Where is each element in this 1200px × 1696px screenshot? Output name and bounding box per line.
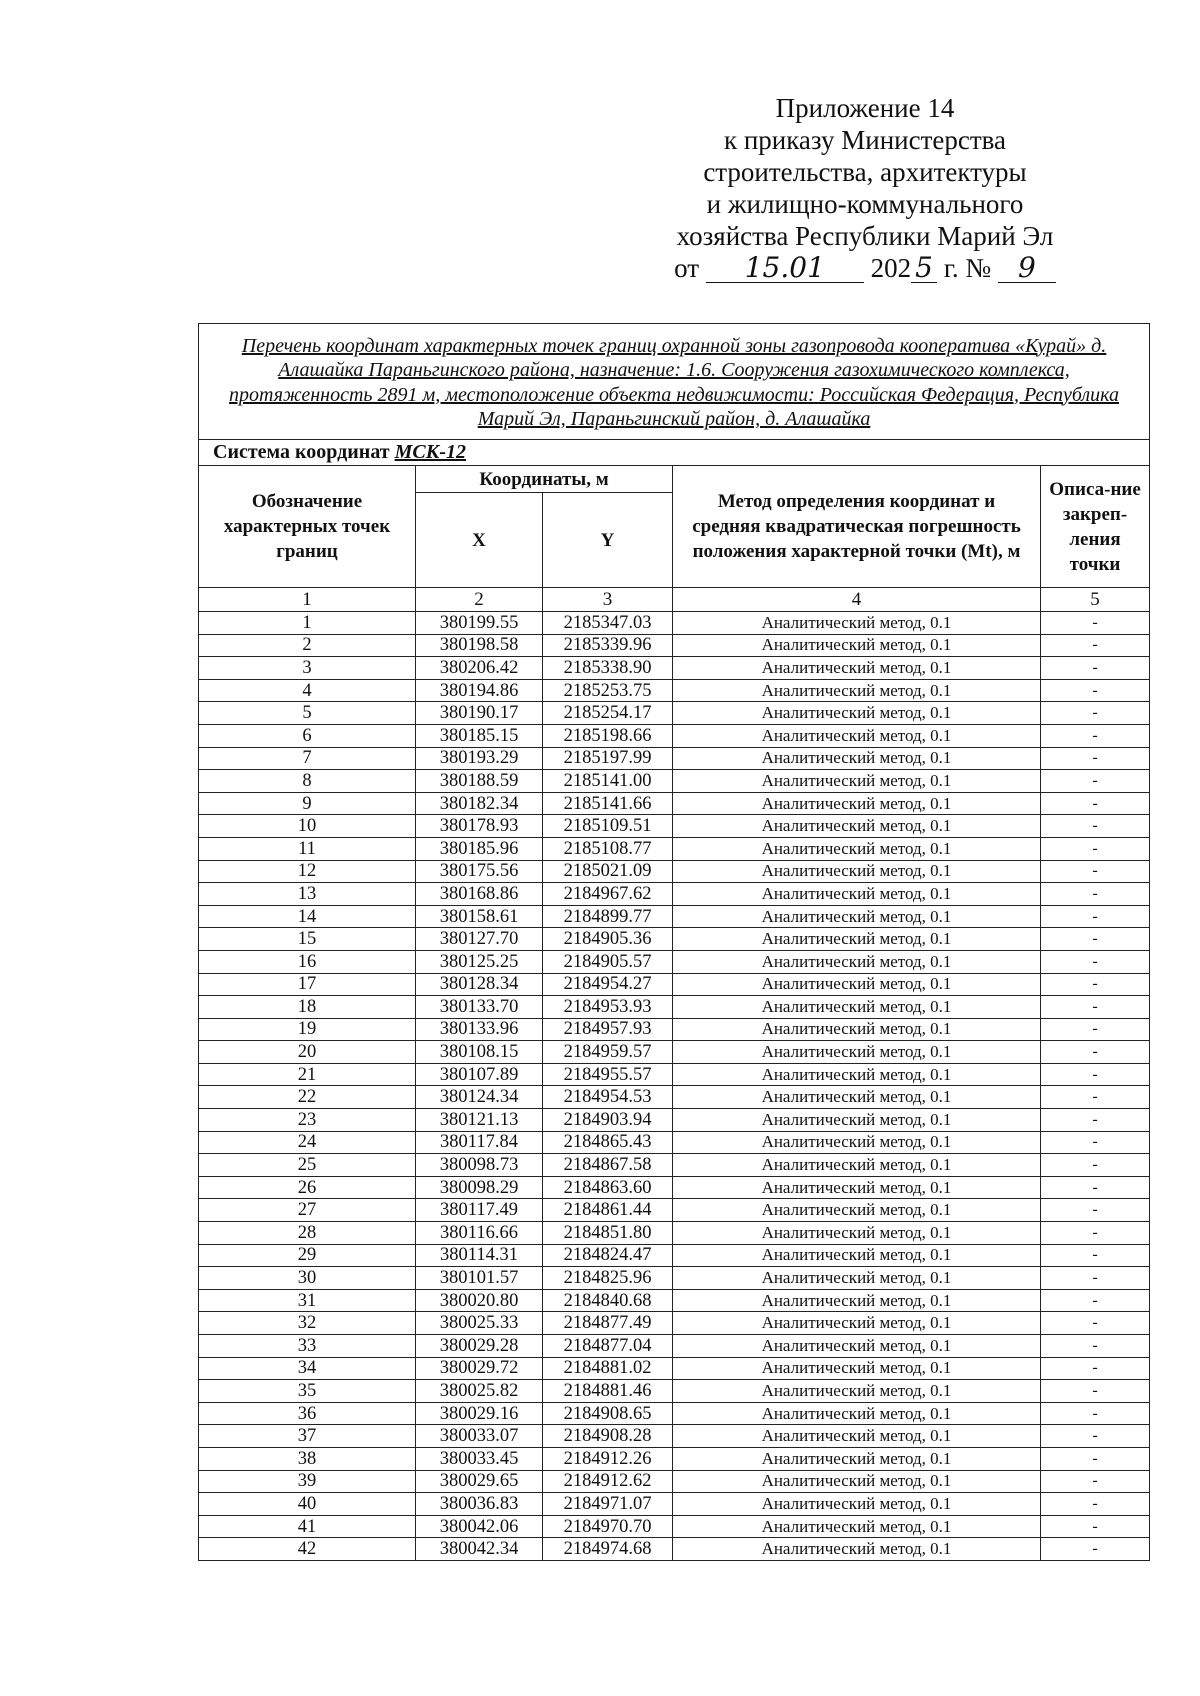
x-coordinate-cell: 380042.34 — [416, 1538, 543, 1561]
y-coordinate-cell: 2184863.60 — [543, 1176, 673, 1199]
col-header-description: Описа-ние закреп-ления точки — [1041, 466, 1150, 588]
y-coordinate-cell: 2184954.53 — [543, 1086, 673, 1109]
table-row — [199, 1222, 1150, 1245]
point-number-cell: 13 — [199, 883, 416, 906]
method-cell: Аналитический метод, 0.1 — [673, 1154, 1041, 1177]
method-cell: Аналитический метод, 0.1 — [673, 815, 1041, 838]
col-header-x: X — [416, 493, 543, 588]
description-cell: - — [1041, 1109, 1150, 1132]
point-number-cell: 11 — [199, 837, 416, 860]
y-coordinate-cell: 2184912.26 — [543, 1447, 673, 1470]
method-cell: Аналитический метод, 0.1 — [673, 1402, 1041, 1425]
y-coordinate-cell: 2184912.62 — [543, 1470, 673, 1493]
x-coordinate-cell: 380185.15 — [416, 724, 543, 747]
y-coordinate-cell: 2185108.77 — [543, 837, 673, 860]
method-cell: Аналитический метод, 0.1 — [673, 1515, 1041, 1538]
description-cell: - — [1041, 1018, 1150, 1041]
description-cell: - — [1041, 928, 1150, 951]
description-cell: - — [1041, 905, 1150, 928]
point-number-cell: 4 — [199, 679, 416, 702]
point-number-cell: 38 — [199, 1447, 416, 1470]
point-number-cell: 24 — [199, 1131, 416, 1154]
coordinate-system-value: МСК-12 — [394, 441, 466, 463]
y-coordinate-cell: 2184967.62 — [543, 883, 673, 906]
point-number-cell: 32 — [199, 1312, 416, 1335]
method-cell: Аналитический метод, 0.1 — [673, 1109, 1041, 1132]
description-cell: - — [1041, 1335, 1150, 1358]
point-number-cell: 36 — [199, 1402, 416, 1425]
point-number-cell: 10 — [199, 815, 416, 838]
method-cell: Аналитический метод, 0.1 — [673, 973, 1041, 996]
point-number-cell: 40 — [199, 1493, 416, 1516]
description-cell: - — [1041, 973, 1150, 996]
description-cell: - — [1041, 1244, 1150, 1267]
description-cell: - — [1041, 1493, 1150, 1516]
table-row — [199, 634, 1150, 657]
x-coordinate-cell: 380107.89 — [416, 1063, 543, 1086]
column-number: 4 — [673, 588, 1041, 612]
description-cell: - — [1041, 950, 1150, 973]
x-coordinate-cell: 380190.17 — [416, 702, 543, 725]
y-coordinate-cell: 2185141.66 — [543, 792, 673, 815]
table-row — [199, 1493, 1150, 1516]
x-coordinate-cell: 380114.31 — [416, 1244, 543, 1267]
method-cell: Аналитический метод, 0.1 — [673, 1176, 1041, 1199]
header-line: и жилищно-коммунального — [706, 189, 1024, 219]
method-cell: Аналитический метод, 0.1 — [673, 679, 1041, 702]
point-number-cell: 17 — [199, 973, 416, 996]
y-coordinate-cell: 2185339.96 — [543, 634, 673, 657]
y-coordinate-cell: 2184903.94 — [543, 1109, 673, 1132]
point-number-cell: 14 — [199, 905, 416, 928]
table-row — [199, 657, 1150, 680]
point-number-cell: 15 — [199, 928, 416, 951]
x-coordinate-cell: 380127.70 — [416, 928, 543, 951]
table-row — [199, 1176, 1150, 1199]
table-row — [199, 612, 1150, 635]
handwritten-order-number: 9 — [998, 254, 1056, 283]
method-cell: Аналитический метод, 0.1 — [673, 612, 1041, 635]
method-cell: Аналитический метод, 0.1 — [673, 860, 1041, 883]
description-cell: - — [1041, 1267, 1150, 1290]
point-number-cell: 23 — [199, 1109, 416, 1132]
description-cell: - — [1041, 612, 1150, 635]
x-coordinate-cell: 380188.59 — [416, 770, 543, 793]
point-number-cell: 31 — [199, 1289, 416, 1312]
x-coordinate-cell: 380033.45 — [416, 1447, 543, 1470]
table-row — [199, 860, 1150, 883]
x-coordinate-cell: 380020.80 — [416, 1289, 543, 1312]
point-number-cell: 1 — [199, 612, 416, 635]
description-cell: - — [1041, 1402, 1150, 1425]
x-coordinate-cell: 380029.28 — [416, 1335, 543, 1358]
coordinates-table-wrapper — [198, 323, 1149, 1561]
y-coordinate-cell: 2185141.00 — [543, 770, 673, 793]
y-coordinate-cell: 2184908.65 — [543, 1402, 673, 1425]
x-coordinate-cell: 380098.29 — [416, 1176, 543, 1199]
description-cell: - — [1041, 747, 1150, 770]
point-number-cell: 3 — [199, 657, 416, 680]
point-number-cell: 6 — [199, 724, 416, 747]
table-row — [199, 1447, 1150, 1470]
method-cell: Аналитический метод, 0.1 — [673, 634, 1041, 657]
x-coordinate-cell: 380124.34 — [416, 1086, 543, 1109]
table-row — [199, 1357, 1150, 1380]
description-cell: - — [1041, 770, 1150, 793]
table-row — [199, 1131, 1150, 1154]
table-row — [199, 815, 1150, 838]
y-coordinate-cell: 2184865.43 — [543, 1131, 673, 1154]
table-row — [199, 1109, 1150, 1132]
table-row — [199, 1041, 1150, 1064]
description-cell: - — [1041, 860, 1150, 883]
x-coordinate-cell: 380098.73 — [416, 1154, 543, 1177]
method-cell: Аналитический метод, 0.1 — [673, 1267, 1041, 1290]
column-number: 5 — [1041, 588, 1150, 612]
description-cell: - — [1041, 1380, 1150, 1403]
x-coordinate-cell: 380101.57 — [416, 1267, 543, 1290]
y-coordinate-cell: 2184899.77 — [543, 905, 673, 928]
method-cell: Аналитический метод, 0.1 — [673, 837, 1041, 860]
description-cell: - — [1041, 1176, 1150, 1199]
description-cell: - — [1041, 1312, 1150, 1335]
table-row — [199, 928, 1150, 951]
y-coordinate-cell: 2185198.66 — [543, 724, 673, 747]
y-coordinate-cell: 2184867.58 — [543, 1154, 673, 1177]
table-row — [199, 1267, 1150, 1290]
x-coordinate-cell: 380042.06 — [416, 1515, 543, 1538]
point-number-cell: 33 — [199, 1335, 416, 1358]
method-cell: Аналитический метод, 0.1 — [673, 1199, 1041, 1222]
col-header-method: Метод определения координат и средняя квадратическая погрешность положения характерной точки (Mt), м — [673, 466, 1041, 588]
x-coordinate-cell: 380133.96 — [416, 1018, 543, 1041]
table-row — [199, 1018, 1150, 1041]
description-cell: - — [1041, 724, 1150, 747]
column-number: 1 — [199, 588, 416, 612]
y-coordinate-cell: 2184905.36 — [543, 928, 673, 951]
description-cell: - — [1041, 1041, 1150, 1064]
description-cell: - — [1041, 1063, 1150, 1086]
method-cell: Аналитический метод, 0.1 — [673, 702, 1041, 725]
table-row — [199, 996, 1150, 1019]
x-coordinate-cell: 380025.82 — [416, 1380, 543, 1403]
table-row — [199, 1538, 1150, 1561]
description-cell: - — [1041, 1154, 1150, 1177]
table-row — [199, 837, 1150, 860]
table-row — [199, 1402, 1150, 1425]
point-number-cell: 9 — [199, 792, 416, 815]
coordinate-system-label: Система координат — [213, 441, 390, 463]
y-coordinate-cell: 2184959.57 — [543, 1041, 673, 1064]
table-row — [199, 1380, 1150, 1403]
table-row — [199, 724, 1150, 747]
x-coordinate-cell: 380182.34 — [416, 792, 543, 815]
table-row — [199, 770, 1150, 793]
y-coordinate-cell: 2184861.44 — [543, 1199, 673, 1222]
point-number-cell: 21 — [199, 1063, 416, 1086]
y-coordinate-cell: 2184908.28 — [543, 1425, 673, 1448]
y-coordinate-cell: 2185109.51 — [543, 815, 673, 838]
description-cell: - — [1041, 996, 1150, 1019]
y-coordinate-cell: 2184825.96 — [543, 1267, 673, 1290]
method-cell: Аналитический метод, 0.1 — [673, 1357, 1041, 1380]
x-coordinate-cell: 380198.58 — [416, 634, 543, 657]
method-cell: Аналитический метод, 0.1 — [673, 1244, 1041, 1267]
header-line: строительства, архитектуры — [703, 157, 1027, 187]
x-coordinate-cell: 380178.93 — [416, 815, 543, 838]
method-cell: Аналитический метод, 0.1 — [673, 996, 1041, 1019]
col-header-designation: Обозначение характерных точек границ — [199, 466, 416, 588]
description-cell: - — [1041, 1538, 1150, 1561]
method-cell: Аналитический метод, 0.1 — [673, 950, 1041, 973]
table-row — [199, 1289, 1150, 1312]
point-number-cell: 25 — [199, 1154, 416, 1177]
method-cell: Аналитический метод, 0.1 — [673, 792, 1041, 815]
col-header-coordinates: Координаты, м — [416, 466, 673, 493]
method-cell: Аналитический метод, 0.1 — [673, 1222, 1041, 1245]
y-coordinate-cell: 2184971.07 — [543, 1493, 673, 1516]
x-coordinate-cell: 380194.86 — [416, 679, 543, 702]
point-number-cell: 16 — [199, 950, 416, 973]
table-row — [199, 883, 1150, 906]
y-coordinate-cell: 2184877.49 — [543, 1312, 673, 1335]
description-cell: - — [1041, 1289, 1150, 1312]
point-number-cell: 19 — [199, 1018, 416, 1041]
x-coordinate-cell: 380206.42 — [416, 657, 543, 680]
method-cell: Аналитический метод, 0.1 — [673, 1086, 1041, 1109]
table-row — [199, 1199, 1150, 1222]
y-coordinate-cell: 2185254.17 — [543, 702, 673, 725]
description-cell: - — [1041, 1447, 1150, 1470]
x-coordinate-cell: 380168.86 — [416, 883, 543, 906]
y-coordinate-cell: 2184905.57 — [543, 950, 673, 973]
description-cell: - — [1041, 792, 1150, 815]
y-coordinate-cell: 2184877.04 — [543, 1335, 673, 1358]
x-coordinate-cell: 380128.34 — [416, 973, 543, 996]
description-cell: - — [1041, 837, 1150, 860]
x-coordinate-cell: 380029.16 — [416, 1402, 543, 1425]
description-cell: - — [1041, 1425, 1150, 1448]
method-cell: Аналитический метод, 0.1 — [673, 1335, 1041, 1358]
x-coordinate-cell: 380117.49 — [416, 1199, 543, 1222]
year-suffix: г. № — [943, 253, 992, 283]
method-cell: Аналитический метод, 0.1 — [673, 657, 1041, 680]
column-numbers-row — [199, 588, 1150, 612]
y-coordinate-cell: 2184851.80 — [543, 1222, 673, 1245]
method-cell: Аналитический метод, 0.1 — [673, 1041, 1041, 1064]
header-line: хозяйства Республики Марий Эл — [676, 221, 1054, 251]
handwritten-date: 15.01 — [706, 254, 864, 283]
method-cell: Аналитический метод, 0.1 — [673, 1063, 1041, 1086]
description-cell: - — [1041, 1199, 1150, 1222]
y-coordinate-cell: 2184953.93 — [543, 996, 673, 1019]
method-cell: Аналитический метод, 0.1 — [673, 1018, 1041, 1041]
x-coordinate-cell: 380025.33 — [416, 1312, 543, 1335]
y-coordinate-cell: 2185021.09 — [543, 860, 673, 883]
y-coordinate-cell: 2184974.68 — [543, 1538, 673, 1561]
y-coordinate-cell: 2184954.27 — [543, 973, 673, 996]
point-number-cell: 22 — [199, 1086, 416, 1109]
method-cell: Аналитический метод, 0.1 — [673, 1380, 1041, 1403]
point-number-cell: 5 — [199, 702, 416, 725]
date-prefix: от — [674, 253, 700, 283]
description-cell: - — [1041, 1470, 1150, 1493]
x-coordinate-cell: 380133.70 — [416, 996, 543, 1019]
x-coordinate-cell: 380185.96 — [416, 837, 543, 860]
table-row — [199, 1515, 1150, 1538]
table-row — [199, 1425, 1150, 1448]
description-cell: - — [1041, 815, 1150, 838]
method-cell: Аналитический метод, 0.1 — [673, 883, 1041, 906]
x-coordinate-cell: 380116.66 — [416, 1222, 543, 1245]
method-cell: Аналитический метод, 0.1 — [673, 1493, 1041, 1516]
method-cell: Аналитический метод, 0.1 — [673, 747, 1041, 770]
table-row — [199, 1086, 1150, 1109]
point-number-cell: 26 — [199, 1176, 416, 1199]
x-coordinate-cell: 380033.07 — [416, 1425, 543, 1448]
column-number: 2 — [416, 588, 543, 612]
point-number-cell: 20 — [199, 1041, 416, 1064]
method-cell: Аналитический метод, 0.1 — [673, 770, 1041, 793]
header-line: к приказу Министерства — [723, 125, 1007, 155]
y-coordinate-cell: 2185338.90 — [543, 657, 673, 680]
x-coordinate-cell: 380036.83 — [416, 1493, 543, 1516]
x-coordinate-cell: 380193.29 — [416, 747, 543, 770]
y-coordinate-cell: 2185197.99 — [543, 747, 673, 770]
method-cell: Аналитический метод, 0.1 — [673, 724, 1041, 747]
table-row — [199, 1335, 1150, 1358]
x-coordinate-cell: 380029.72 — [416, 1357, 543, 1380]
method-cell: Аналитический метод, 0.1 — [673, 1447, 1041, 1470]
point-number-cell: 29 — [199, 1244, 416, 1267]
table-row — [199, 792, 1150, 815]
table-row — [199, 973, 1150, 996]
method-cell: Аналитический метод, 0.1 — [673, 928, 1041, 951]
method-cell: Аналитический метод, 0.1 — [673, 1289, 1041, 1312]
point-number-cell: 35 — [199, 1380, 416, 1403]
handwritten-year-digit: 5 — [911, 254, 937, 283]
table-row — [199, 1312, 1150, 1335]
table-row — [199, 679, 1150, 702]
x-coordinate-cell: 380108.15 — [416, 1041, 543, 1064]
point-number-cell: 12 — [199, 860, 416, 883]
y-coordinate-cell: 2185347.03 — [543, 612, 673, 635]
description-cell: - — [1041, 634, 1150, 657]
point-number-cell: 39 — [199, 1470, 416, 1493]
method-cell: Аналитический метод, 0.1 — [673, 1425, 1041, 1448]
order-date-line — [600, 252, 1130, 284]
col-header-y: Y — [543, 493, 673, 588]
year-prefix: 202 — [870, 253, 912, 283]
x-coordinate-cell: 380199.55 — [416, 612, 543, 635]
point-number-cell: 41 — [199, 1515, 416, 1538]
method-cell: Аналитический метод, 0.1 — [673, 1470, 1041, 1493]
table-row — [199, 1470, 1150, 1493]
table-row — [199, 905, 1150, 928]
description-cell: - — [1041, 657, 1150, 680]
x-coordinate-cell: 380158.61 — [416, 905, 543, 928]
point-number-cell: 30 — [199, 1267, 416, 1290]
table-row — [199, 950, 1150, 973]
y-coordinate-cell: 2184824.47 — [543, 1244, 673, 1267]
coordinate-system — [199, 440, 1150, 466]
point-number-cell: 37 — [199, 1425, 416, 1448]
table-row — [199, 1244, 1150, 1267]
x-coordinate-cell: 380175.56 — [416, 860, 543, 883]
description-cell: - — [1041, 883, 1150, 906]
document-header — [600, 92, 1130, 284]
description-cell: - — [1041, 1357, 1150, 1380]
method-cell: Аналитический метод, 0.1 — [673, 1538, 1041, 1561]
point-number-cell: 8 — [199, 770, 416, 793]
x-coordinate-cell: 380117.84 — [416, 1131, 543, 1154]
table-row — [199, 747, 1150, 770]
point-number-cell: 28 — [199, 1222, 416, 1245]
column-number: 3 — [543, 588, 673, 612]
x-coordinate-cell: 380125.25 — [416, 950, 543, 973]
header-line: Приложение 14 — [775, 93, 955, 123]
description-cell: - — [1041, 1131, 1150, 1154]
y-coordinate-cell: 2184881.02 — [543, 1357, 673, 1380]
table-row — [199, 1063, 1150, 1086]
coordinates-table — [198, 323, 1150, 1561]
table-title: Перечень координат характерных точек границ охранной зоны газопровода кооператива «Курай» д. Алашайка Параньгинского района, назначение: 1.6. Сооружения газохимического комплекса, протяженность 2891 м, местоположение объекта недвижимости: Российская Федерация, Республика Марий Эл, Параньгинский район, д. Алашайка — [199, 324, 1150, 440]
point-number-cell: 34 — [199, 1357, 416, 1380]
y-coordinate-cell: 2184881.46 — [543, 1380, 673, 1403]
point-number-cell: 27 — [199, 1199, 416, 1222]
point-number-cell: 18 — [199, 996, 416, 1019]
y-coordinate-cell: 2184970.70 — [543, 1515, 673, 1538]
description-cell: - — [1041, 1086, 1150, 1109]
method-cell: Аналитический метод, 0.1 — [673, 1131, 1041, 1154]
description-cell: - — [1041, 702, 1150, 725]
point-number-cell: 7 — [199, 747, 416, 770]
table-row — [199, 702, 1150, 725]
y-coordinate-cell: 2185253.75 — [543, 679, 673, 702]
point-number-cell: 2 — [199, 634, 416, 657]
method-cell: Аналитический метод, 0.1 — [673, 1312, 1041, 1335]
table-row — [199, 1154, 1150, 1177]
description-cell: - — [1041, 1222, 1150, 1245]
description-cell: - — [1041, 1515, 1150, 1538]
point-number-cell: 42 — [199, 1538, 416, 1561]
y-coordinate-cell: 2184840.68 — [543, 1289, 673, 1312]
x-coordinate-cell: 380029.65 — [416, 1470, 543, 1493]
y-coordinate-cell: 2184955.57 — [543, 1063, 673, 1086]
description-cell: - — [1041, 679, 1150, 702]
y-coordinate-cell: 2184957.93 — [543, 1018, 673, 1041]
method-cell: Аналитический метод, 0.1 — [673, 905, 1041, 928]
x-coordinate-cell: 380121.13 — [416, 1109, 543, 1132]
